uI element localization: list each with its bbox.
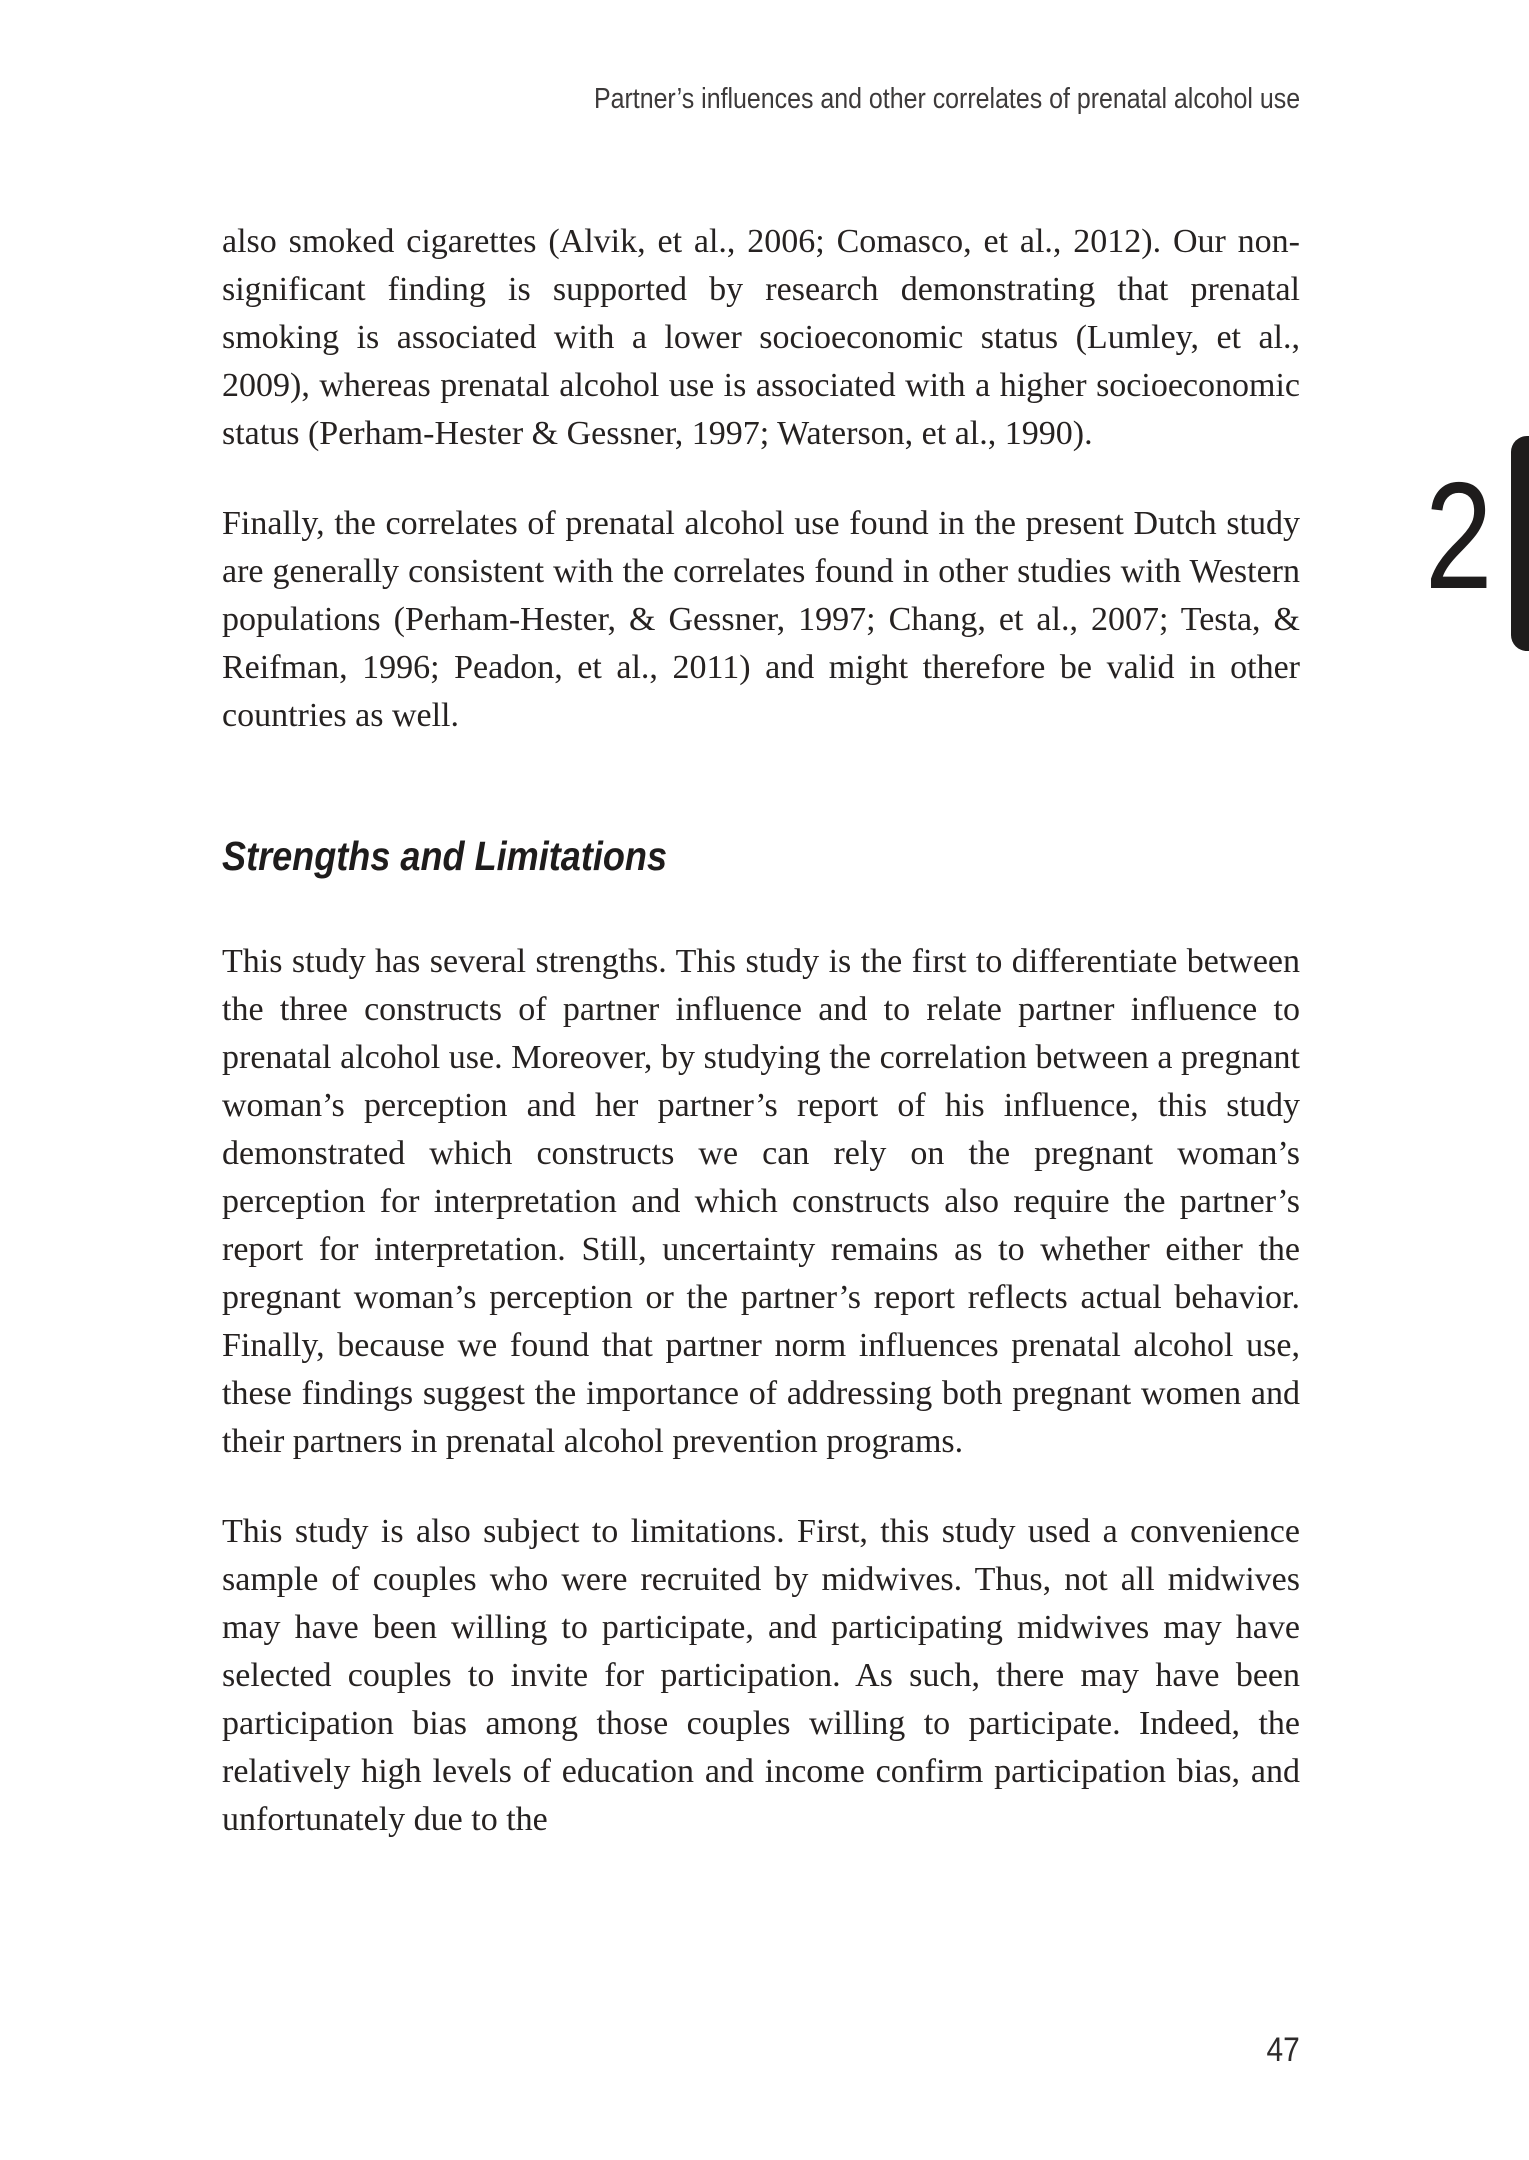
page-body [222, 218, 1300, 1886]
section-heading-strengths-limitations [222, 832, 1300, 880]
section-heading-text: Strengths and Limitations [222, 833, 668, 879]
running-header-text: Partner’s influences and other correlates of prenatal alcohol use [593, 83, 1300, 115]
running-header [222, 84, 1300, 116]
paragraph-smoking-correlates: also smoked cigarettes (Alvik, et al., 2006; Comasco, et al., 2012). Our non-significant finding is supported by research demonstrating that prenatal smoking is associated with a lower socioeconomic status (Lumley, et al., 2009), whereas prenatal alcohol use is associated with a higher socioeconomic status (Perham-Hester & Gessner, 1997; Waterson, et al., 1990). [222, 223, 1300, 452]
chapter-tab-marker [1511, 436, 1529, 651]
chapter-number: 2 [1425, 451, 1493, 621]
paragraph-dutch-correlates: Finally, the correlates of prenatal alcohol use found in the present Dutch study are generally consistent with the correlates found in other studies with Western populations (Perham-Hester, & Gessner, 1997; Chang, et al., 2007; Testa, & Reifman, 1996; Peadon, et al., 2011) and might therefore be valid in other countries as well. [222, 505, 1300, 734]
paragraph-strengths: This study has several strengths. This study is the first to differentiate between the three constructs of partner influence and to relate partner influence to prenatal alcohol use. Moreover, by studying the correlation between a pregnant woman’s perception and her partner’s report of his influence, this study demonstrated which constructs we can rely on the pregnant woman’s perception for interpretation and which constructs also require the partner’s report for interpretation. Still, uncertainty remains as to whether either the pregnant woman’s perception or the partner’s report reflects actual behavior. Finally, because we found that partner norm influences prenatal alcohol use, these findings suggest the importance of addressing both pregnant women and their partners in prenatal alcohol prevention programs. [222, 943, 1300, 1460]
page-number: 47 [1266, 2031, 1300, 2069]
paragraph-limitations: This study is also subject to limitations. First, this study used a convenience sample of couples who were recruited by midwives. Thus, not all midwives may have been willing to participate, and participating midwives may have selected couples to invite for participation. As such, there may have been participation bias among those couples willing to participate. Indeed, the relatively high levels of education and income confirm participation bias, and unfortunately due to the [222, 1513, 1300, 1838]
